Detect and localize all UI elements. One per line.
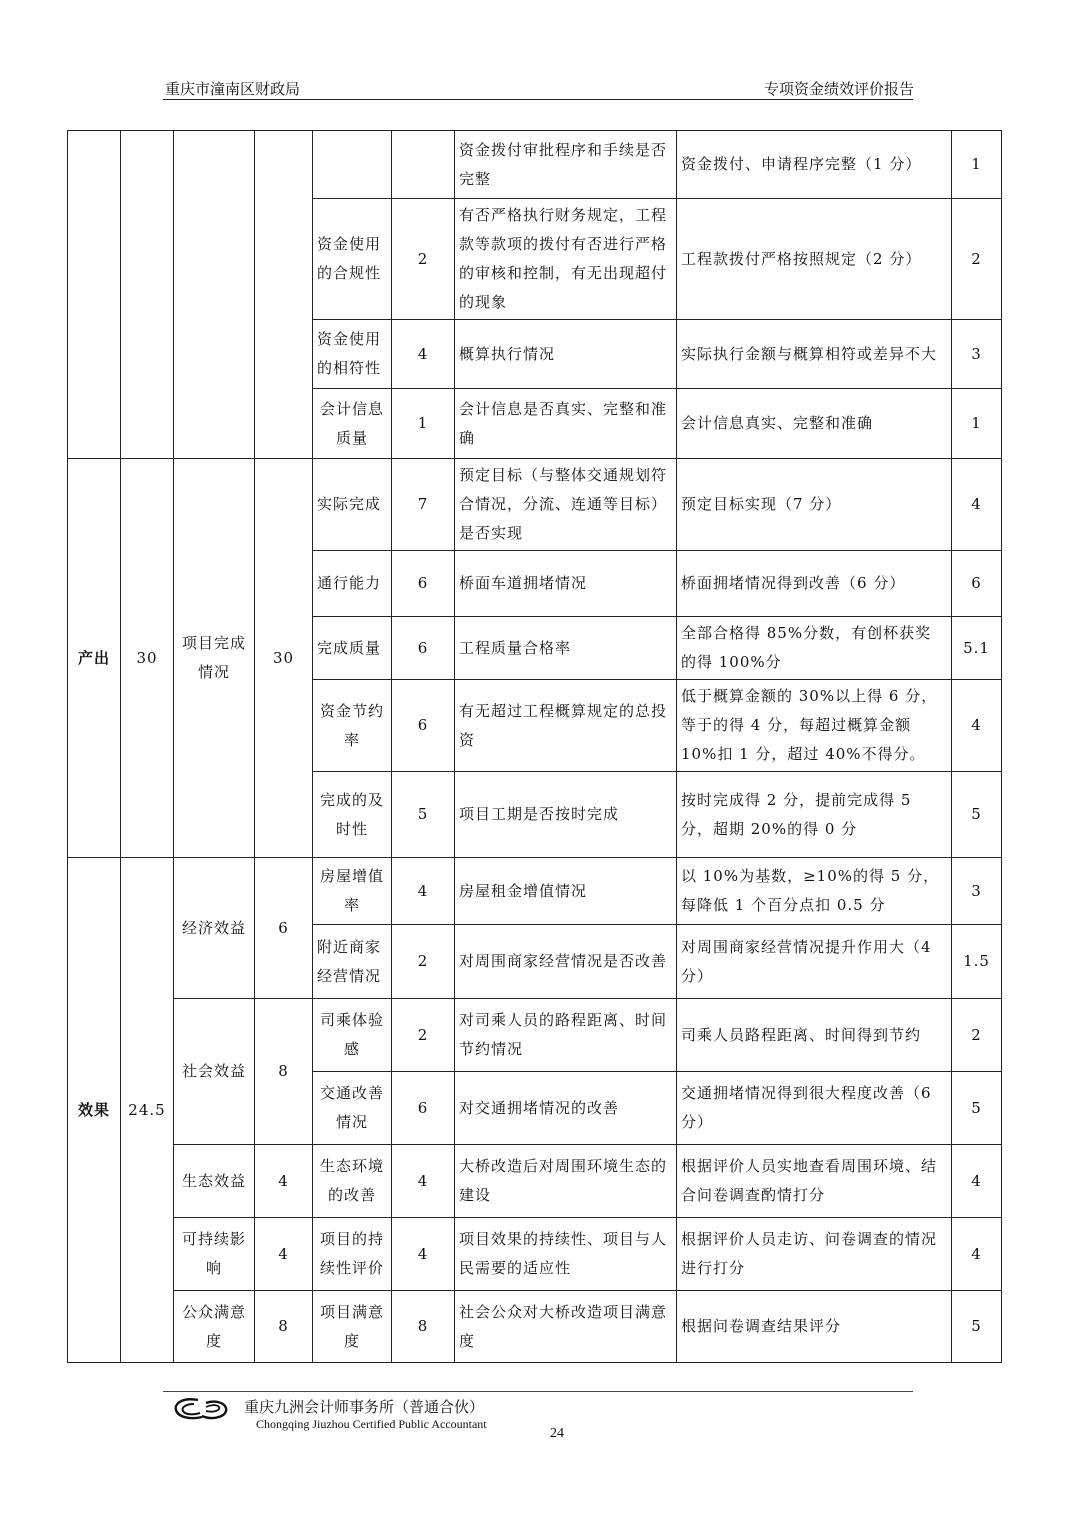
criteria-cell: 司乘人员路程距离、时间得到节约 [677, 999, 952, 1072]
table-row [68, 858, 1002, 925]
score-cell: 4 [952, 680, 1002, 772]
standard-cell: 预定目标（与整体交通规划符合情况，分流、连通等目标）是否实现 [455, 459, 677, 551]
score-cell: 2 [952, 999, 1002, 1072]
group-cell-empty [68, 131, 121, 459]
score-cell: 5 [952, 1072, 1002, 1145]
indicator-cell: 交通改善情况 [313, 1072, 392, 1145]
group-social-name: 社会效益 [174, 999, 255, 1145]
score-cell: 4 [952, 1218, 1002, 1291]
table-row [68, 1291, 1002, 1363]
weight-cell: 2 [392, 999, 455, 1072]
score-cell: 3 [952, 320, 1002, 389]
weight-cell: 4 [392, 1145, 455, 1218]
evaluation-table [67, 130, 1002, 1363]
group-ecological-weight: 4 [255, 1145, 313, 1218]
score-cell: 1 [952, 131, 1002, 199]
table-row [68, 459, 1002, 551]
criteria-cell: 交通拥堵情况得到很大程度改善（6 分） [677, 1072, 952, 1145]
header-left: 重庆市潼南区财政局 [165, 80, 301, 98]
criteria-cell: 实际执行金额与概算相符或差异不大 [677, 320, 952, 389]
indicator-cell: 通行能力 [313, 551, 392, 617]
criteria-cell: 全部合格得 85%分数，有创杯获奖的得 100%分 [677, 617, 952, 680]
criteria-cell: 对周围商家经营情况提升作用大（4 分） [677, 925, 952, 999]
criteria-cell: 低于概算金额的 30%以上得 6 分，等于的得 4 分，每超过概算金额 10%扣 1 分，超过 40%不得分。 [677, 680, 952, 772]
standard-cell: 对周围商家经营情况是否改善 [455, 925, 677, 999]
score-cell: 5 [952, 1291, 1002, 1363]
criteria-cell: 按时完成得 2 分，提前完成得 5 分，超期 20%的得 0 分 [677, 772, 952, 858]
score-cell: 6 [952, 551, 1002, 617]
standard-cell: 有否严格执行财务规定，工程款等款项的拨付有否进行严格的审核和控制，有无出现超付的现象 [455, 199, 677, 320]
header-divider [163, 99, 913, 100]
firm-name-en: Chongqing Jiuzhou Certified Public Accountant [256, 1417, 487, 1431]
score-cell: 5.1 [952, 617, 1002, 680]
group-cell-empty [174, 131, 255, 459]
weight-cell: 2 [392, 925, 455, 999]
group-economic-weight: 6 [255, 858, 313, 999]
indicator-cell: 司乘体验感 [313, 999, 392, 1072]
weight-cell: 6 [392, 617, 455, 680]
table-row [68, 999, 1002, 1072]
indicator-cell: 资金使用的相符性 [313, 320, 392, 389]
standard-cell: 大桥改造后对周围环境生态的建设 [455, 1145, 677, 1218]
weight-cell [392, 131, 455, 199]
group-effect-score: 24.5 [121, 858, 174, 1363]
standard-cell: 资金拨付审批程序和手续是否完整 [455, 131, 677, 199]
page-number: 24 [550, 1426, 564, 1441]
weight-cell: 7 [392, 459, 455, 551]
standard-cell: 工程质量合格率 [455, 617, 677, 680]
jiuzhou-logo-icon [172, 1396, 230, 1422]
score-cell: 1.5 [952, 925, 1002, 999]
indicator-cell: 资金节约率 [313, 680, 392, 772]
standard-cell: 房屋租金增值情况 [455, 858, 677, 925]
weight-cell: 4 [392, 1218, 455, 1291]
weight-cell: 8 [392, 1291, 455, 1363]
weight-cell: 2 [392, 199, 455, 320]
group-economic-name: 经济效益 [174, 858, 255, 999]
score-cell: 2 [952, 199, 1002, 320]
weight-cell: 6 [392, 1072, 455, 1145]
standard-cell: 对司乘人员的路程距离、时间节约情况 [455, 999, 677, 1072]
group-sustainable-name: 可持续影响 [174, 1218, 255, 1291]
indicator-cell [313, 131, 392, 199]
score-cell: 4 [952, 459, 1002, 551]
standard-cell: 会计信息是否真实、完整和准确 [455, 389, 677, 459]
indicator-cell: 会计信息质量 [313, 389, 392, 459]
weight-cell: 6 [392, 551, 455, 617]
group-output-sub: 项目完成情况 [174, 459, 255, 858]
header-right: 专项资金绩效评价报告 [763, 80, 914, 98]
standard-cell: 项目效果的持续性、项目与人民需要的适应性 [455, 1218, 677, 1291]
criteria-cell: 根据问卷调查结果评分 [677, 1291, 952, 1363]
weight-cell: 1 [392, 389, 455, 459]
group-satisfaction-weight: 8 [255, 1291, 313, 1363]
indicator-cell: 完成质量 [313, 617, 392, 680]
footer-divider [163, 1391, 913, 1392]
group-effect-name: 效果 [68, 858, 121, 1363]
weight-cell: 5 [392, 772, 455, 858]
weight-cell: 6 [392, 680, 455, 772]
indicator-cell: 生态环境的改善 [313, 1145, 392, 1218]
standard-cell: 有无超过工程概算规定的总投资 [455, 680, 677, 772]
group-sustainable-weight: 4 [255, 1218, 313, 1291]
standard-cell: 社会公众对大桥改造项目满意度 [455, 1291, 677, 1363]
standard-cell: 概算执行情况 [455, 320, 677, 389]
group-satisfaction-name: 公众满意度 [174, 1291, 255, 1363]
table-row [68, 131, 1002, 199]
standard-cell: 桥面车道拥堵情况 [455, 551, 677, 617]
weight-cell: 4 [392, 320, 455, 389]
score-cell: 4 [952, 1145, 1002, 1218]
criteria-cell: 预定目标实现（7 分） [677, 459, 952, 551]
group-cell-empty [121, 131, 174, 459]
indicator-cell: 资金使用的合规性 [313, 199, 392, 320]
group-ecological-name: 生态效益 [174, 1145, 255, 1218]
criteria-cell: 工程款拨付严格按照规定（2 分） [677, 199, 952, 320]
group-output-weight: 30 [121, 459, 174, 858]
table-row [68, 1218, 1002, 1291]
table-row [68, 1145, 1002, 1218]
indicator-cell: 房屋增值率 [313, 858, 392, 925]
criteria-cell: 根据评价人员实地查看周围环境、结合问卷调查酌情打分 [677, 1145, 952, 1218]
weight-cell: 4 [392, 858, 455, 925]
group-social-weight: 8 [255, 999, 313, 1145]
firm-name-cn: 重庆九洲会计师事务所（普通合伙） [244, 1398, 485, 1416]
criteria-cell: 桥面拥堵情况得到改善（6 分） [677, 551, 952, 617]
group-cell-empty [255, 131, 313, 459]
indicator-cell: 完成的及时性 [313, 772, 392, 858]
criteria-cell: 会计信息真实、完整和准确 [677, 389, 952, 459]
score-cell: 1 [952, 389, 1002, 459]
standard-cell: 对交通拥堵情况的改善 [455, 1072, 677, 1145]
group-output-sub-weight: 30 [255, 459, 313, 858]
criteria-cell: 根据评价人员走访、问卷调查的情况进行打分 [677, 1218, 952, 1291]
indicator-cell: 实际完成 [313, 459, 392, 551]
score-cell: 3 [952, 858, 1002, 925]
criteria-cell: 以 10%为基数，≥10%的得 5 分，每降低 1 个百分点扣 0.5 分 [677, 858, 952, 925]
indicator-cell: 附近商家经营情况 [313, 925, 392, 999]
indicator-cell: 项目满意度 [313, 1291, 392, 1363]
indicator-cell: 项目的持续性评价 [313, 1218, 392, 1291]
standard-cell: 项目工期是否按时完成 [455, 772, 677, 858]
score-cell: 5 [952, 772, 1002, 858]
group-output-name: 产出 [68, 459, 121, 858]
criteria-cell: 资金拨付、申请程序完整（1 分） [677, 131, 952, 199]
